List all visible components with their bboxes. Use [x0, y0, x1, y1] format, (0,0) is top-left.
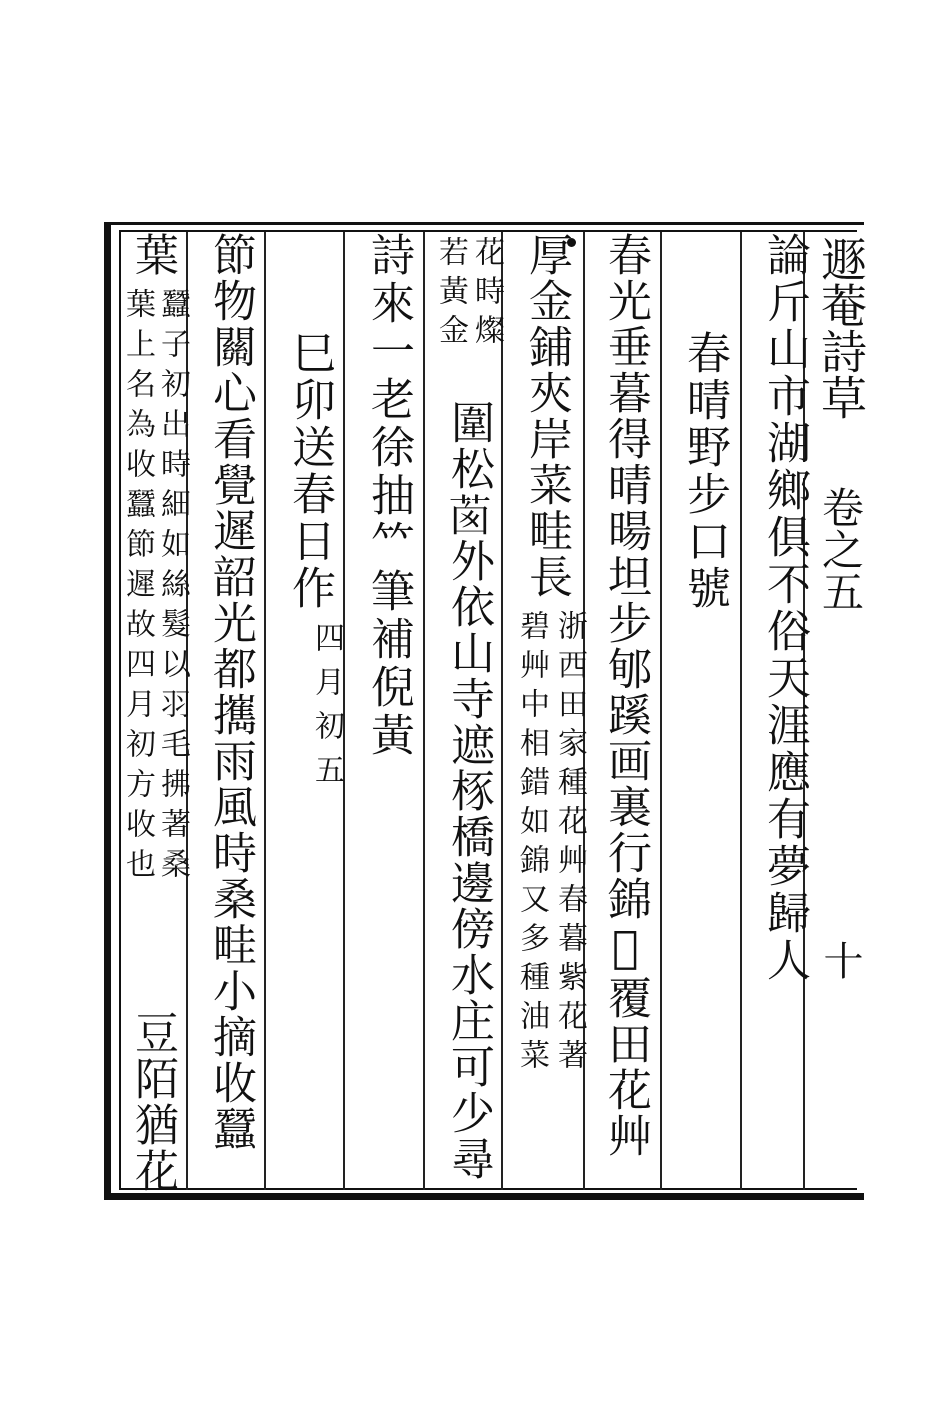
- poem-line-col4: 厚金鋪夾岸菜畦長: [521, 232, 572, 600]
- poem-title-spring-walk: 春晴野步口號: [679, 330, 730, 612]
- poem-title-farewell-spring: 巳卯送春日作: [284, 330, 335, 612]
- poem-line-col1: 論斤山市湖鄉俱不俗天涯應有夢歸人: [759, 232, 810, 984]
- poem-line-col9-tail: 豆陌猶花: [127, 1010, 178, 1194]
- annotation-date: 四月初五: [309, 622, 344, 798]
- annotation-col9-left: 葉上名為收蠶節遲故四月初方收也: [120, 288, 155, 888]
- margin-book-title: 遯菴詩草: [814, 236, 868, 420]
- column-rule: [660, 232, 662, 1190]
- annotation-col9-right: 蠶子初出時細如絲髮以羽毛拂著桑: [155, 288, 190, 888]
- poem-line-col8: 節物關心看覺遲韶光都𢹂雨風時桑畦小摘收蠶: [205, 232, 256, 1152]
- poem-line-col3: 春光垂暮得晴暘坦步郇蹊画裏行錦𦽿覆田花艸: [600, 232, 651, 1159]
- annotation-col5-left: 若黃金: [433, 236, 468, 353]
- poem-line-col5: 圍松𦯎外依山寺遮㭬橋邊傍水庄可少尋: [443, 400, 494, 1182]
- annotation-col4-left: 碧艸中相錯如錦又多種油菜: [514, 610, 549, 1078]
- annotation-col4-right: 浙西田家種花艸春暮紫花著: [552, 610, 587, 1078]
- margin-volume-number: 卷之五: [816, 486, 865, 612]
- column-rule: [740, 232, 742, 1190]
- column-rule: [264, 232, 266, 1190]
- column-rule: [423, 232, 425, 1190]
- poem-line-col9-head: 葉: [127, 232, 178, 279]
- annotation-col5-right: 花時燦: [469, 236, 504, 353]
- margin-folio-number: 十: [817, 940, 863, 980]
- poem-line-col6: 詩來一老徐抽𥫗筆補倪黃: [363, 232, 414, 760]
